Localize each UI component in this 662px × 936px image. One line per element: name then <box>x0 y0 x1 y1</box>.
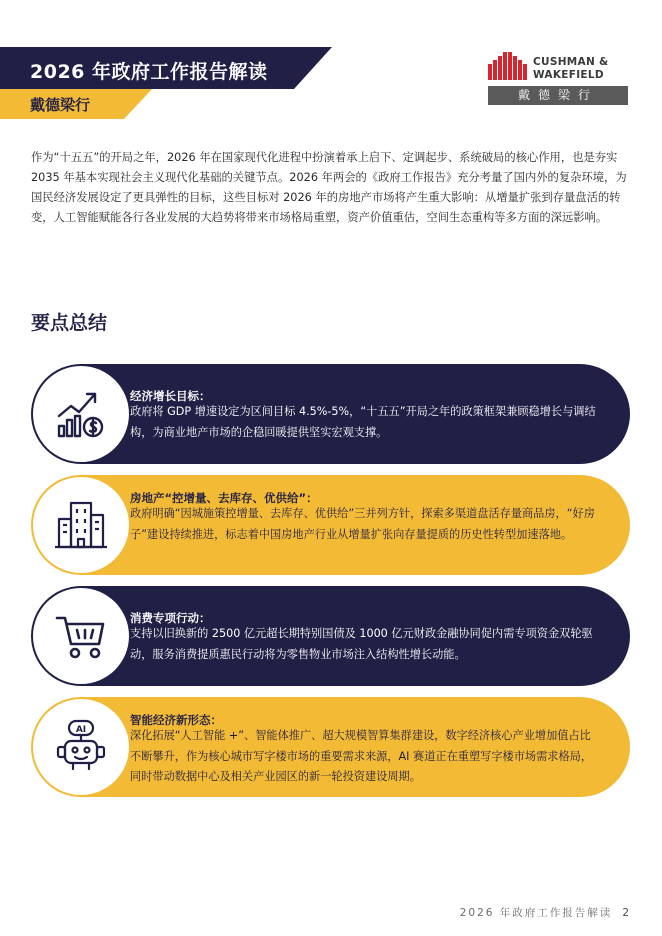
card-body: 支持以旧换新的 2500 亿元超长期特别国债及 1000 亿元财政金融协同促内需专项资金双轮驱动，服务消费提质惠民行动将为零售物业市场注入结构性增长动能。 <box>130 627 593 661</box>
card-body: 深化拓展“人工智能 +”、智能体推广、超大规模智算集群建设，数字经济核心产业增加值占比不断攀升，作为核心城市写字楼市场的重要需求来源，AI 赛道正在重塑写字楼市场需求格局，同时带动数据中心及相关产业园区的新一轮投资建设周期。 <box>130 729 593 783</box>
shopping-cart-icon <box>53 608 109 664</box>
buildings-icon <box>53 497 109 553</box>
card-title: 房地产“控增量、去库存、优供给”： <box>130 491 318 505</box>
summary-card-ai-economy <box>31 697 630 797</box>
summary-card-consumption <box>31 586 630 686</box>
logo-text-line2: WAKEFIELD <box>533 69 604 81</box>
cushman-wakefield-logo <box>488 52 628 107</box>
summary-card-growth <box>31 364 630 464</box>
page-title: 2026 年政府工作报告解读 <box>30 61 268 83</box>
summary-card-real-estate <box>31 475 630 575</box>
ai-robot-icon <box>53 719 109 775</box>
logo-text-line1: CUSHMAN & <box>533 56 609 68</box>
card-body: 政府明确“因城施策控增量、去库存、优供给”三并列方针，探索多渠道盘活存量商品房，“好房子”建设持续推进，标志着中国房地产行业从增量扩张向存量提质的历史性转型加速落地。 <box>130 507 595 541</box>
card-body: 政府将 GDP 增速设定为区间目标 4.5%-5%，“十五五”开局之年的政策框架兼顾稳增长与调结构，为商业地产市场的企稳回暖提供坚实宏观支撑。 <box>130 405 596 439</box>
card-title: 消费专项行动： <box>130 611 211 625</box>
footer-title: 2026 年政府工作报告解读 <box>459 907 613 919</box>
card-title: 经济增长目标： <box>130 389 211 403</box>
card-title: 智能经济新形态： <box>130 713 222 727</box>
growth-chart-icon <box>53 386 109 442</box>
page-footer <box>460 905 631 920</box>
logo-chinese: 戴德梁行 <box>488 86 628 105</box>
intro-paragraph: 作为“十五五”的开局之年，2026 年在国家现代化进程中扮演着承上启下、定调起步、系统破局的核心作用，也是夯实 2035 年基本实现社会主义现代化基础的关键节点。2026 年两会的《政府工作报告》充分考量了国内外的复杂环境，为国民经济发展设定了更具弹性的目标，这些目标对 2026 年的房地产市场将产生重大影响：从增量扩张到存量盘活的转变，人工智能赋能各行各业发展的大趋势将带来市场格局重塑，资产价值重估，空间生态重构等多方面的深远影响。 <box>31 151 627 224</box>
svg-text:AI: AI <box>75 725 87 735</box>
logo-bars-icon <box>488 52 528 80</box>
page-number: 2 <box>622 907 631 919</box>
page-subtitle: 戴德梁行 <box>30 96 91 114</box>
section-title: 要点总结 <box>31 312 108 334</box>
